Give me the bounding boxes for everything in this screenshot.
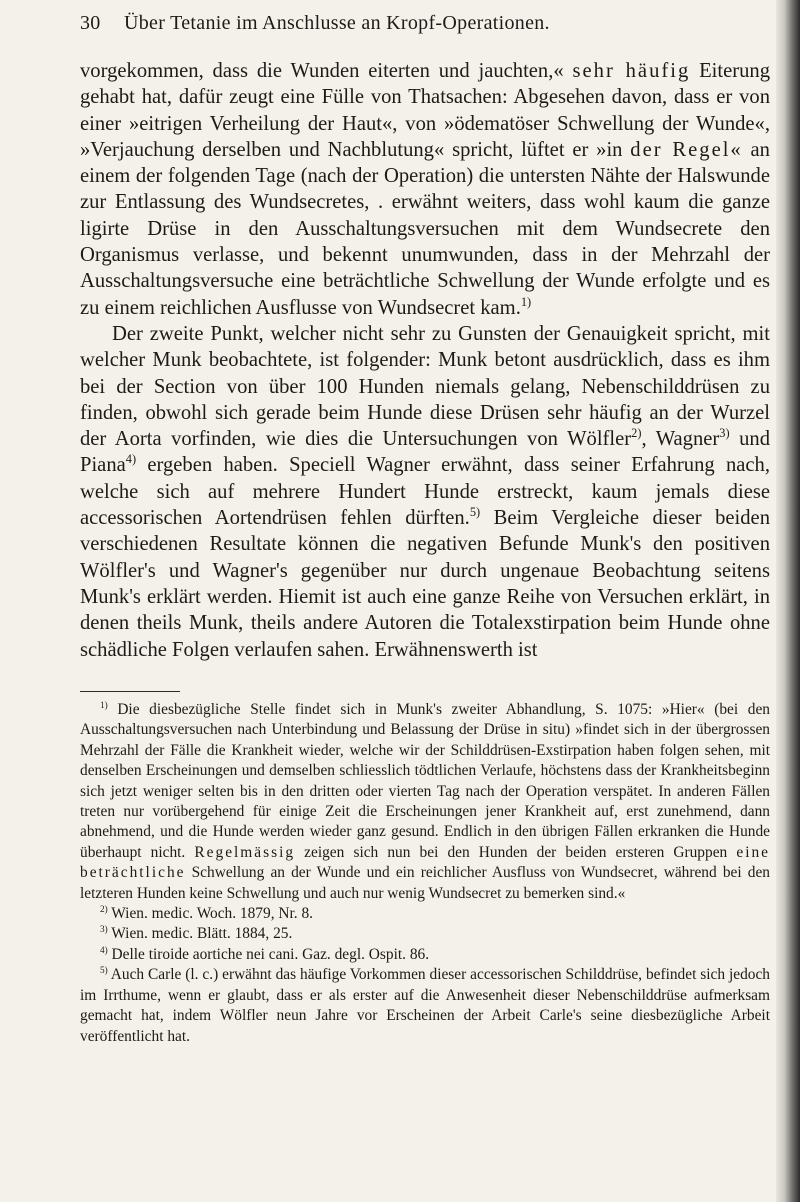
footnote-ref-1: 1) <box>520 294 532 309</box>
footnote-2 <box>80 904 770 924</box>
footnote-mark: 5) <box>100 965 108 976</box>
footnote-text: Delle tiroide aortiche nei cani. Gaz. degl. Ospit. 86. <box>107 945 430 963</box>
footnote-mark: 1) <box>100 699 108 710</box>
main-text <box>80 58 770 663</box>
paragraph-1 <box>80 58 770 321</box>
spaced-emphasis: eine beträchtliche <box>80 843 770 882</box>
text-run: vorgekommen, dass die Wunden eiterten und jauchten,« <box>80 60 564 82</box>
page-edge-shadow <box>776 0 800 1202</box>
footnote-mark: 3) <box>100 924 108 935</box>
paragraph-2 <box>80 321 770 663</box>
footnote-ref-5: 5) <box>469 505 481 520</box>
footnote-separator <box>80 691 180 692</box>
footnote-3 <box>80 924 770 944</box>
page-number: 30 <box>80 12 101 34</box>
text-run: Beim Vergleiche dieser beiden verschiedenen Resultate können die negativen Befunde Munk's den positiven Wölfler's und Wagner's gegenüber nur durch ungenaue Beobachtung seitens Munk's erklärt werden. Hiemit ist auch eine ganze Reihe von Versuchen erklärt, in denen theils Munk, theils andere Autoren die Totalexstirpation beim Hunde ohne schädliche Folgen verlaufen sahen. Erwähnenswerth ist <box>80 507 770 661</box>
text-run: und Piana <box>80 428 771 477</box>
page-header <box>80 12 760 44</box>
footnote-4 <box>80 945 770 965</box>
spaced-emphasis: sehr häufig <box>572 60 691 82</box>
text-run: ergeben haben. Speciell Wagner erwähnt, dass seiner Erfahrung nach, welche sich auf mehrere Hundert Hunde erstreckt, kaum jemals diese accessorischen Aortendrüsen fehlen dürften. <box>80 454 770 530</box>
footnote-ref-4: 4) <box>125 452 137 467</box>
footnote-text: Die diesbezügliche Stelle findet sich in Munk's zweiter Abhandlung, S. 1075: »Hier« (bei den Ausschaltungsversuchen nach Unterbindung und Belassung der Drüse in situ) »findet sich in der übergrossen Mehrzahl der Fälle die Krankheit wieder, welche wir der Schilddrüsen-Exstirpation haben folgen sehen, mit denselben Erscheinungen und demselben schliesslich tödtlichen Verlaufe, höchstens dass der Krankheitsbeginn sich jetzt weniger selten bis in den dritten oder vierten Tag nach der Operation verspätet. In anderen Fällen treten nur vorübergehend für einige Zeit die Erscheinungen jener Krankheit auf, erst zunehmend, dann abnehmend, und die Hunde werden wieder ganz gesund. Endlich in den übrigen Fällen erkranken die Hunde überhaupt nicht. <box>80 701 770 861</box>
footnote-1 <box>80 700 770 904</box>
footnote-text: Auch Carle (l. c.) erwähnt das häufige Vorkommen dieser accessorischen Schilddrüse, befindet sich jedoch im Irrthume, wenn er glaubt, dass er als erster auf die Anwesenheit dieser Nebenschilddrüse aufmerksam gemacht hat, indem Wölfler neun Jahre vor Erscheinen der Arbeit Carle's seine diesbezügliche Arbeit veröffentlicht hat. <box>80 966 770 1045</box>
footnote-mark: 4) <box>100 944 108 955</box>
running-title: Über Tetanie im Anschlusse an Kropf-Operationen. <box>124 12 550 34</box>
text-run: an einem der folgenden Tage (nach der Operation) die untersten Nähte der Halswunde zur Entlassung des Wundsecretes, . erwähnt weiters, dass wohl kaum die ganze ligirte Drüse in den Ausschaltungsversuchen mit dem Wundsecrete den Organismus verlasse, und bekennt unumwunden, dass in der Mehrzahl der Ausschaltungsversuche eine beträchtliche Schwellung der Wunde erfolgte und es zu einem reichlichen Ausflusse von Wundsecret kam. <box>80 138 770 319</box>
spaced-emphasis: Regelmässig <box>194 843 296 861</box>
footnote-text: Wien. medic. Woch. 1879, Nr. 8. <box>107 905 314 923</box>
footnote-mark: 2) <box>100 903 108 914</box>
spaced-emphasis: der Regel« <box>630 138 743 161</box>
text-run: , Wagner <box>641 428 720 451</box>
text-run: Eiterung gehabt hat, dafür zeugt eine Fülle von Thatsachen: Abgesehen davon, dass er von einer »eitrigen Verheilung der Haut«, von »ödematöser Schwellung der Wunde«, »Verjauchung derselben und Nachblutung« spricht, lüftet er »in <box>80 60 770 161</box>
footnote-text: zeigen sich nun bei den Hunden der beiden ersteren Gruppen <box>295 843 728 861</box>
footnotes <box>80 700 770 1047</box>
text-run: Der zweite Punkt, welcher nicht sehr zu Gunsten der Genauigkeit spricht, mit welcher Munk beobachtete, ist folgender: Munk betont ausdrücklich, dass es ihm bei der Section von über 100 Hunden niemals gelang, Nebenschilddrüsen zu finden, obwohl sich gerade beim Hunde diese Drüsen sehr häufig an der Wurzel der Aorta vorfinden, wie dies die Untersuchungen von Wölfler <box>80 322 770 451</box>
footnote-5 <box>80 965 770 1047</box>
footnote-text: Wien. medic. Blätt. 1884, 25. <box>107 925 293 943</box>
footnote-ref-3: 3) <box>719 426 730 441</box>
footnote-ref-2: 2) <box>631 426 642 441</box>
footnote-text: Schwellung an der Wunde und ein reichlicher Ausfluss von Wundsecret, während bei den letzteren Hunden keine Schwellung und auch nur wenig Wundsecret zu bemerken sind.« <box>80 864 770 902</box>
